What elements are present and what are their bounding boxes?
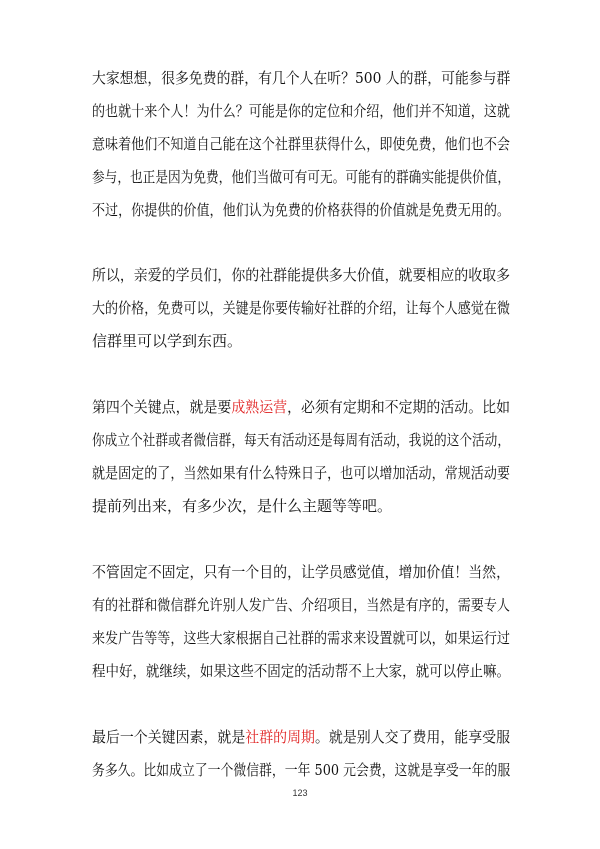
paragraph-3: [92, 391, 510, 523]
text-segment: 第四个关键点，就是要: [92, 398, 232, 416]
text-segment: 不过，你提供的价值，他们认为免费的价格获得的价值就是免费无用的。: [92, 201, 510, 219]
paragraph-3-line-1: [92, 391, 511, 424]
text-segment: 信群里可以学到东西。: [92, 332, 243, 350]
text-segment: 参与，也正是因为免费，他们当做可有可无。可能有的群确实能提供价值，: [92, 168, 510, 186]
paragraph-4: [92, 556, 510, 688]
paragraph-1: [92, 62, 510, 227]
paragraph-1-line-4: [92, 161, 510, 194]
text-segment: 不管固定不固定，只有一个目的，让学员感觉值，增加价值！当然，: [92, 563, 511, 581]
text-segment: 的也就十来个人！为什么？可能是你的定位和介绍，他们并不知道，这就: [92, 102, 510, 120]
paragraph-4-line-2: [92, 589, 510, 622]
page-number: 123: [292, 788, 308, 798]
paragraph-3-line-3: [92, 457, 510, 490]
text-segment: 有的社群和微信群允许别人发广告、介绍项目，当然是有序的，需要专人: [92, 596, 510, 614]
text-segment: 提前列出来，有多少次，是什么主题等等吧。: [92, 497, 393, 515]
text-segment: 程中好，就继续，如果这些不固定的活动帮不上大家，就可以停止嘛。: [92, 662, 511, 680]
paragraph-4-line-4: [92, 655, 511, 688]
paragraph-1-line-3: [92, 128, 510, 161]
paragraph-5-line-1: [92, 721, 511, 754]
text-segment: 就是固定的了，当然如果有什么特殊日子，也可以增加活动，常规活动要: [92, 464, 510, 482]
paragraph-2: [92, 259, 510, 358]
text-segment: 务多久。比如成立了一个微信群，一年 500 元会费，这就是享受一年的服: [92, 761, 511, 779]
paragraph-2-line-1: [92, 259, 511, 292]
paragraph-1-line-1: [92, 62, 511, 95]
text-segment: 。就是别人交了费用，能享受服: [314, 728, 511, 746]
text-segment: 意味着他们不知道自己能在这个社群里获得什么，即使免费，他们也不会: [92, 135, 510, 153]
paragraph-1-line-2: [92, 95, 510, 128]
paragraph-3-line-2: [92, 424, 510, 457]
text-segment: 所以，亲爱的学员们，你的社群能提供多大价值，就要相应的收取多: [92, 266, 511, 284]
highlighted-phrase: 社群的周期: [245, 728, 315, 746]
text-segment: 你成立个社群或者微信群，每天有活动还是每周有活动，我说的这个活动，: [92, 431, 510, 449]
paragraph-5: [92, 721, 510, 787]
text-segment: 大的价格，免费可以，关键是你要传输好社群的介绍，让每个人感觉在微: [92, 299, 510, 317]
highlighted-phrase: 成熟运营: [231, 398, 288, 416]
text-segment: ，必须有定期和不定期的活动。比如: [287, 398, 511, 416]
paragraph-4-line-3: [92, 622, 510, 655]
paragraph-2-line-3: [92, 325, 510, 358]
paragraph-4-line-1: [92, 556, 511, 589]
paragraph-5-line-2: [92, 754, 511, 787]
paragraph-2-line-2: [92, 292, 510, 325]
paragraph-3-line-4: [92, 490, 510, 523]
paragraph-1-line-5: [92, 194, 510, 227]
text-segment: 大家想想，很多免费的群，有几个人在听？500 人的群，可能参与群: [92, 69, 511, 87]
text-segment: 来发广告等等，这些大家根据自己社群的需求来设置就可以，如果运行过: [92, 629, 510, 647]
text-segment: 最后一个关键因素，就是: [92, 728, 246, 746]
